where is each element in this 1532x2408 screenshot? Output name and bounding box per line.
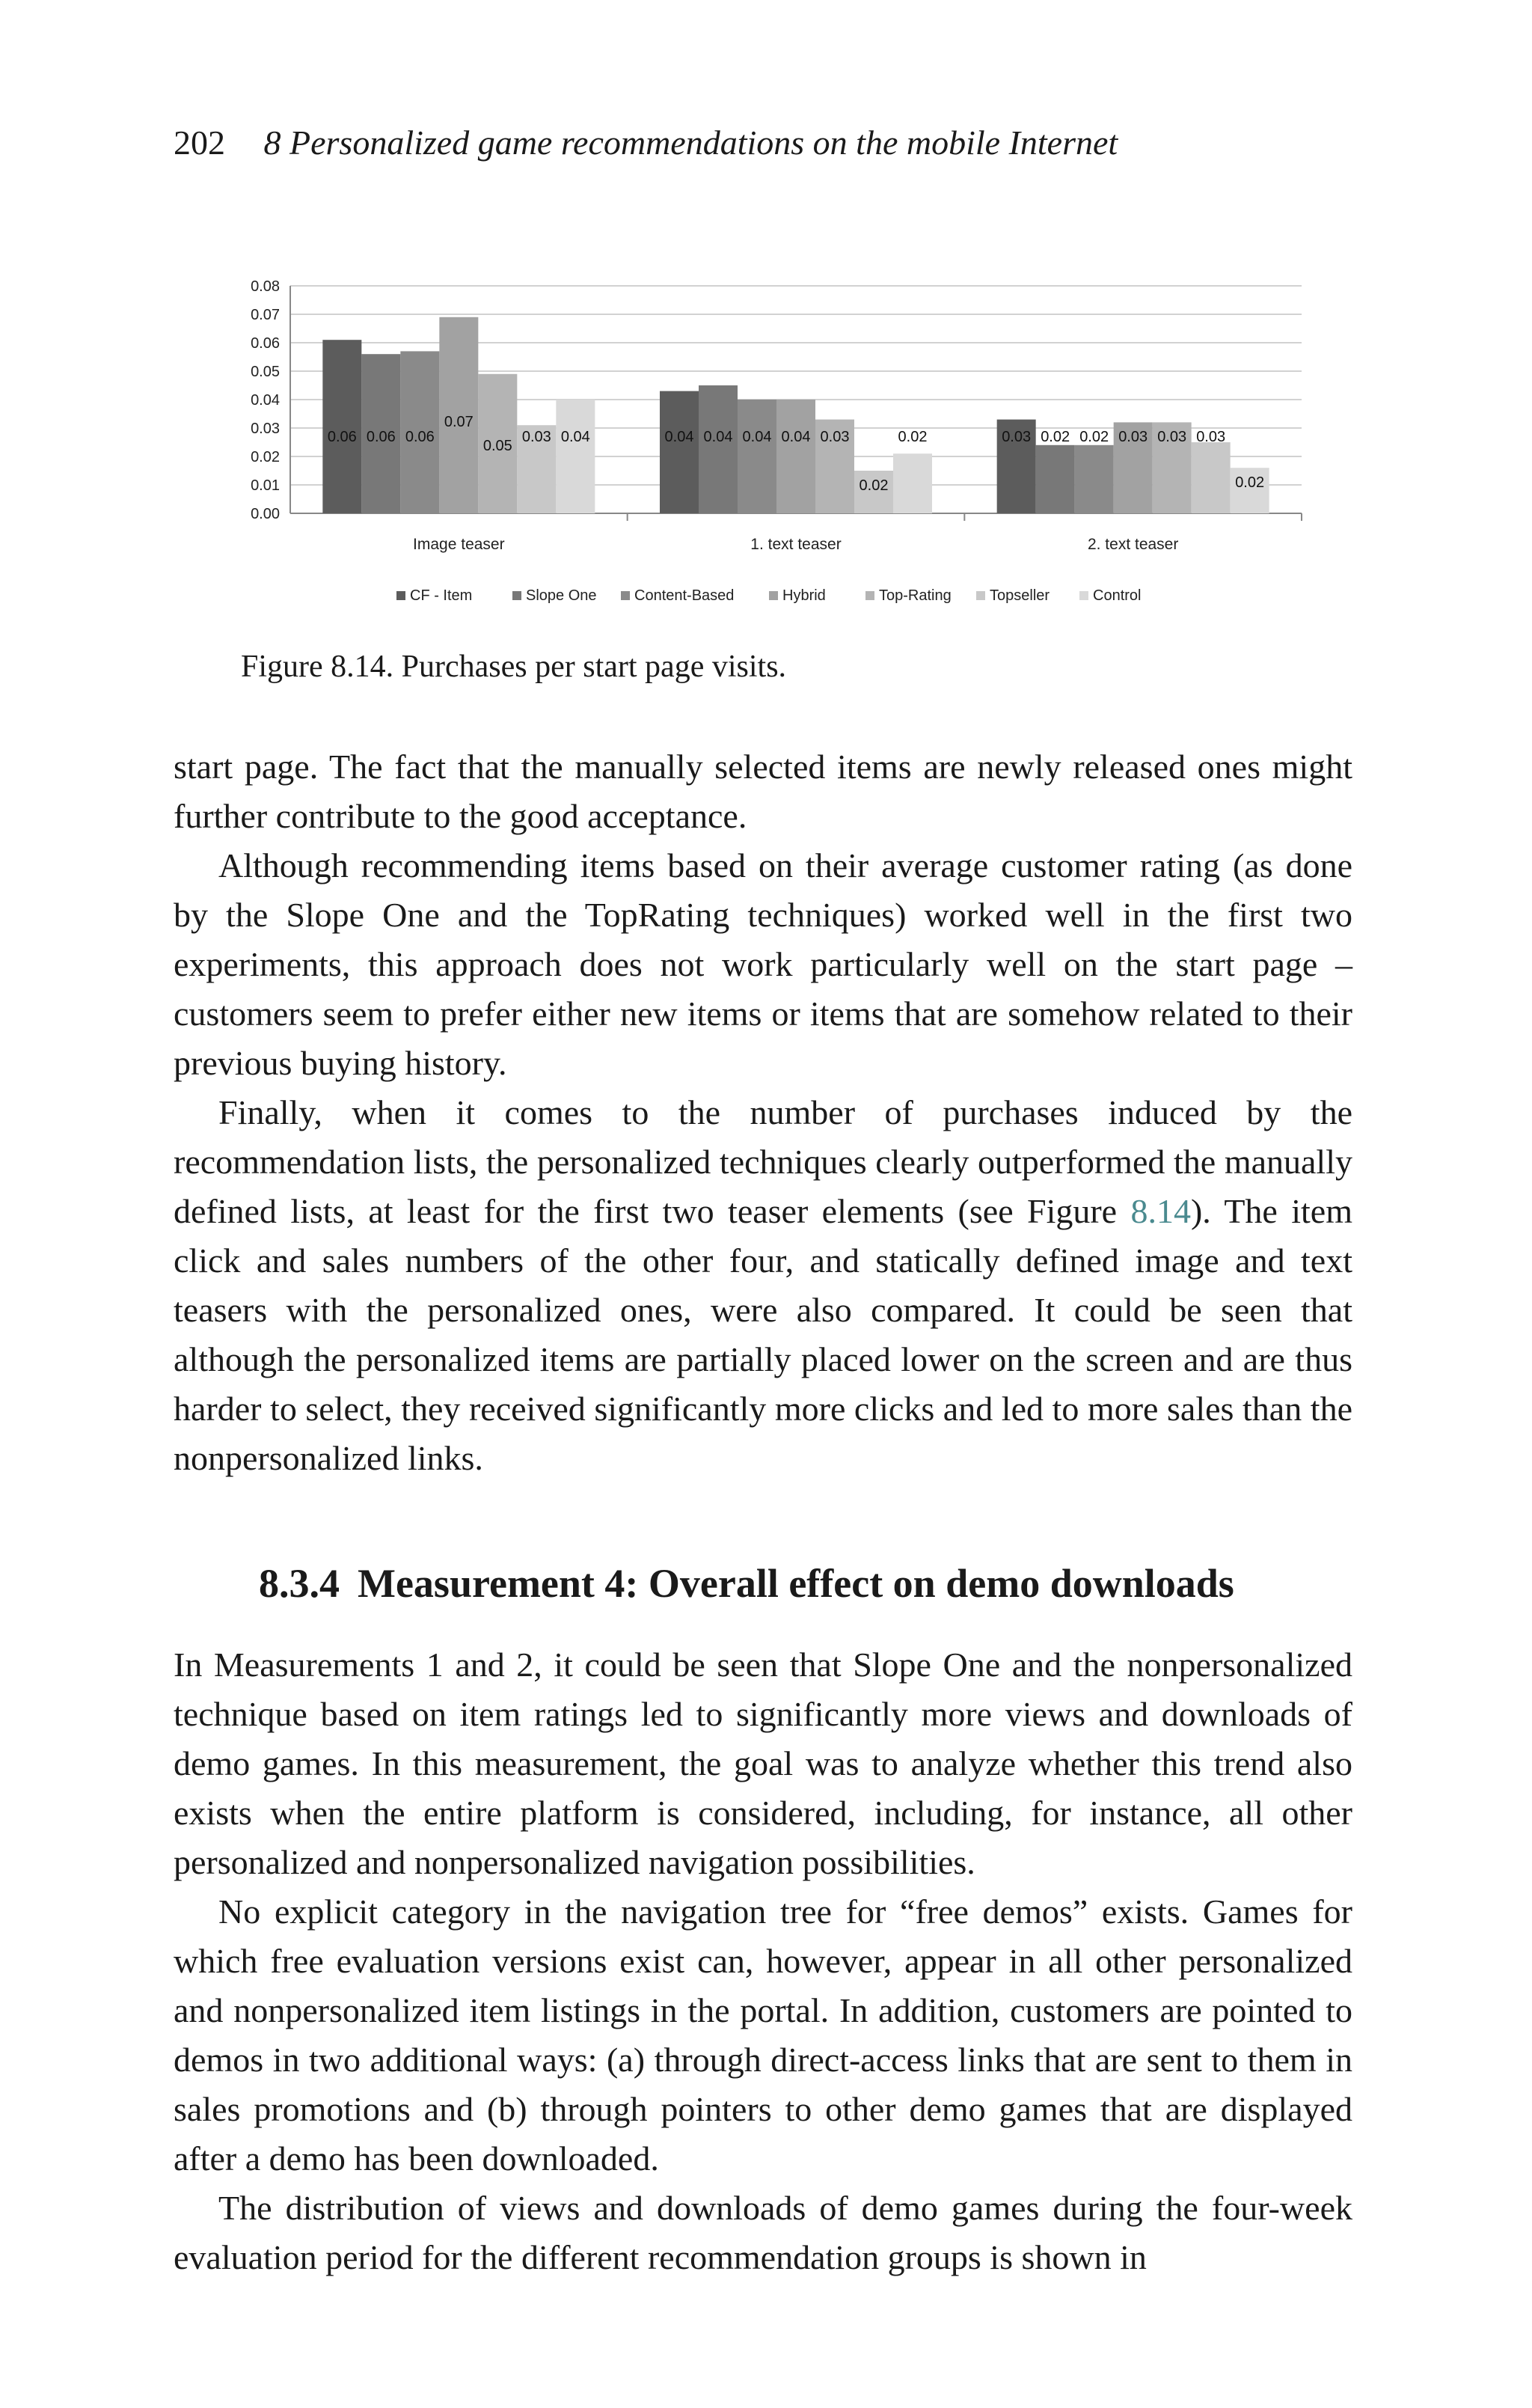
y-tick-label: 0.08 <box>251 278 280 295</box>
data-label: 0.03 <box>1157 429 1187 445</box>
legend-label: Top-Rating <box>879 587 952 604</box>
paragraph-text: ). The item click and sales numbers of the other four, and statically defined image and text teasers with the personalized ones, were also compared. It could be seen that although the personalized items are partially placed lower on the screen and are thus harder to select, they received significantly more clicks and led to more sales than the nonpersonalized links. <box>174 1192 1352 1477</box>
bar <box>699 385 738 513</box>
bar <box>660 391 699 513</box>
legend-label: Control <box>1093 587 1142 604</box>
body-text-top <box>174 742 1352 1483</box>
data-label: 0.04 <box>664 429 694 445</box>
figure-caption: Figure 8.14. Purchases per start page visits. <box>241 650 787 684</box>
data-label: 0.06 <box>405 429 435 445</box>
legend-swatch <box>1079 591 1088 600</box>
bar <box>322 340 361 513</box>
y-tick-label: 0.03 <box>251 421 280 437</box>
paragraph: start page. The fact that the manually selected items are newly released ones might further contribute to the good acceptance. <box>174 748 1352 835</box>
paragraph-text: Finally, when it comes to the number of purchases induced by the recommendation lists, the personalized techniques clearly outperformed the manually defined lists, at least for the first two teaser elements (see Figure <box>174 1093 1352 1230</box>
bar <box>776 400 815 513</box>
data-label: 0.05 <box>482 438 512 454</box>
x-category-label: 2. text teaser <box>1087 536 1179 553</box>
data-label: 0.02 <box>1041 429 1070 445</box>
data-label: 0.03 <box>1196 429 1226 445</box>
paragraph: In Measurements 1 and 2, it could be seen that Slope One and the nonpersonalized technique based on item ratings led to significantly more views and downloads of demo games. In this measurement, the goal was to analyze whether this trend also exists when the entire platform is considered, including, for instance, all other personalized and nonpersonalized navigation possibilities. <box>174 1645 1352 1881</box>
legend-swatch <box>976 591 985 600</box>
legend-swatch <box>769 591 778 600</box>
legend-label: CF - Item <box>410 587 473 604</box>
legend-label: Slope One <box>526 587 597 604</box>
section-title: Measurement 4: Overall effect on demo downloads <box>358 1561 1234 1606</box>
figure-reference-link[interactable]: 8.14 <box>1130 1192 1191 1230</box>
data-label: 0.07 <box>444 414 474 430</box>
legend-swatch <box>396 591 405 600</box>
data-label: 0.04 <box>781 429 811 445</box>
paragraph: Although recommending items based on their average customer rating (as done by the Slope One and the TopRating techniques) worked well in the first two experiments, this approach does not work particularly well on the start page – customers seem to prefer either new items or items that are somehow related to their previous buying history. <box>174 846 1352 1082</box>
bar <box>893 453 932 513</box>
bar <box>1036 445 1075 513</box>
legend-label: Hybrid <box>782 587 826 604</box>
data-label: 0.03 <box>1118 429 1148 445</box>
body-text-section <box>174 1640 1352 2282</box>
bar-chart <box>224 268 1317 620</box>
bar <box>1075 445 1114 513</box>
data-label: 0.04 <box>703 429 733 445</box>
legend-label: Topseller <box>990 587 1050 604</box>
paragraph: No explicit category in the navigation tree for “free demos” exists. Games for which free evaluation versions exist can, however, appear in all other personalized and nonpersonalized item listings in the portal. In addition, customers are pointed to demos in two additional ways: (a) through direct-access links that are sent to them in sales promotions and (b) through pointers to other demo games that are displayed after a demo has been downloaded. <box>174 1892 1352 2178</box>
legend-swatch <box>512 591 521 600</box>
data-label: 0.04 <box>560 429 590 445</box>
paragraph <box>174 1088 1352 1483</box>
figure-8-14 <box>224 268 1317 620</box>
y-tick-label: 0.06 <box>251 335 280 352</box>
y-tick-label: 0.04 <box>251 392 280 409</box>
page-header <box>174 123 1118 162</box>
y-tick-label: 0.01 <box>251 477 280 494</box>
data-label: 0.06 <box>366 429 396 445</box>
data-label: 0.02 <box>898 429 928 445</box>
data-label: 0.02 <box>859 477 889 494</box>
bar <box>1192 442 1231 513</box>
paragraph: The distribution of views and downloads of demo games during the four-week evaluation period for the different recommendation groups is shown in <box>174 2189 1352 2276</box>
section-number: 8.3.4 <box>259 1561 340 1606</box>
x-category-label: Image teaser <box>413 536 505 553</box>
y-tick-label: 0.05 <box>251 364 280 380</box>
bar <box>556 400 595 513</box>
section-heading <box>259 1559 1234 1608</box>
bar <box>738 400 776 513</box>
y-tick-label: 0.02 <box>251 449 280 465</box>
y-tick-label: 0.00 <box>251 506 280 522</box>
legend-swatch <box>621 591 630 600</box>
data-label: 0.04 <box>742 429 772 445</box>
data-label: 0.03 <box>1002 429 1032 445</box>
data-label: 0.06 <box>327 429 357 445</box>
page-number: 202 <box>174 123 225 162</box>
data-label: 0.02 <box>1079 429 1109 445</box>
y-tick-label: 0.07 <box>251 307 280 323</box>
x-category-label: 1. text teaser <box>750 536 842 553</box>
legend-swatch <box>865 591 874 600</box>
data-label: 0.03 <box>521 429 551 445</box>
legend-label: Content-Based <box>634 587 735 604</box>
data-label: 0.02 <box>1235 474 1265 492</box>
running-title: 8 Personalized game recommendations on the mobile Internet <box>263 123 1118 162</box>
data-label: 0.03 <box>820 429 850 445</box>
